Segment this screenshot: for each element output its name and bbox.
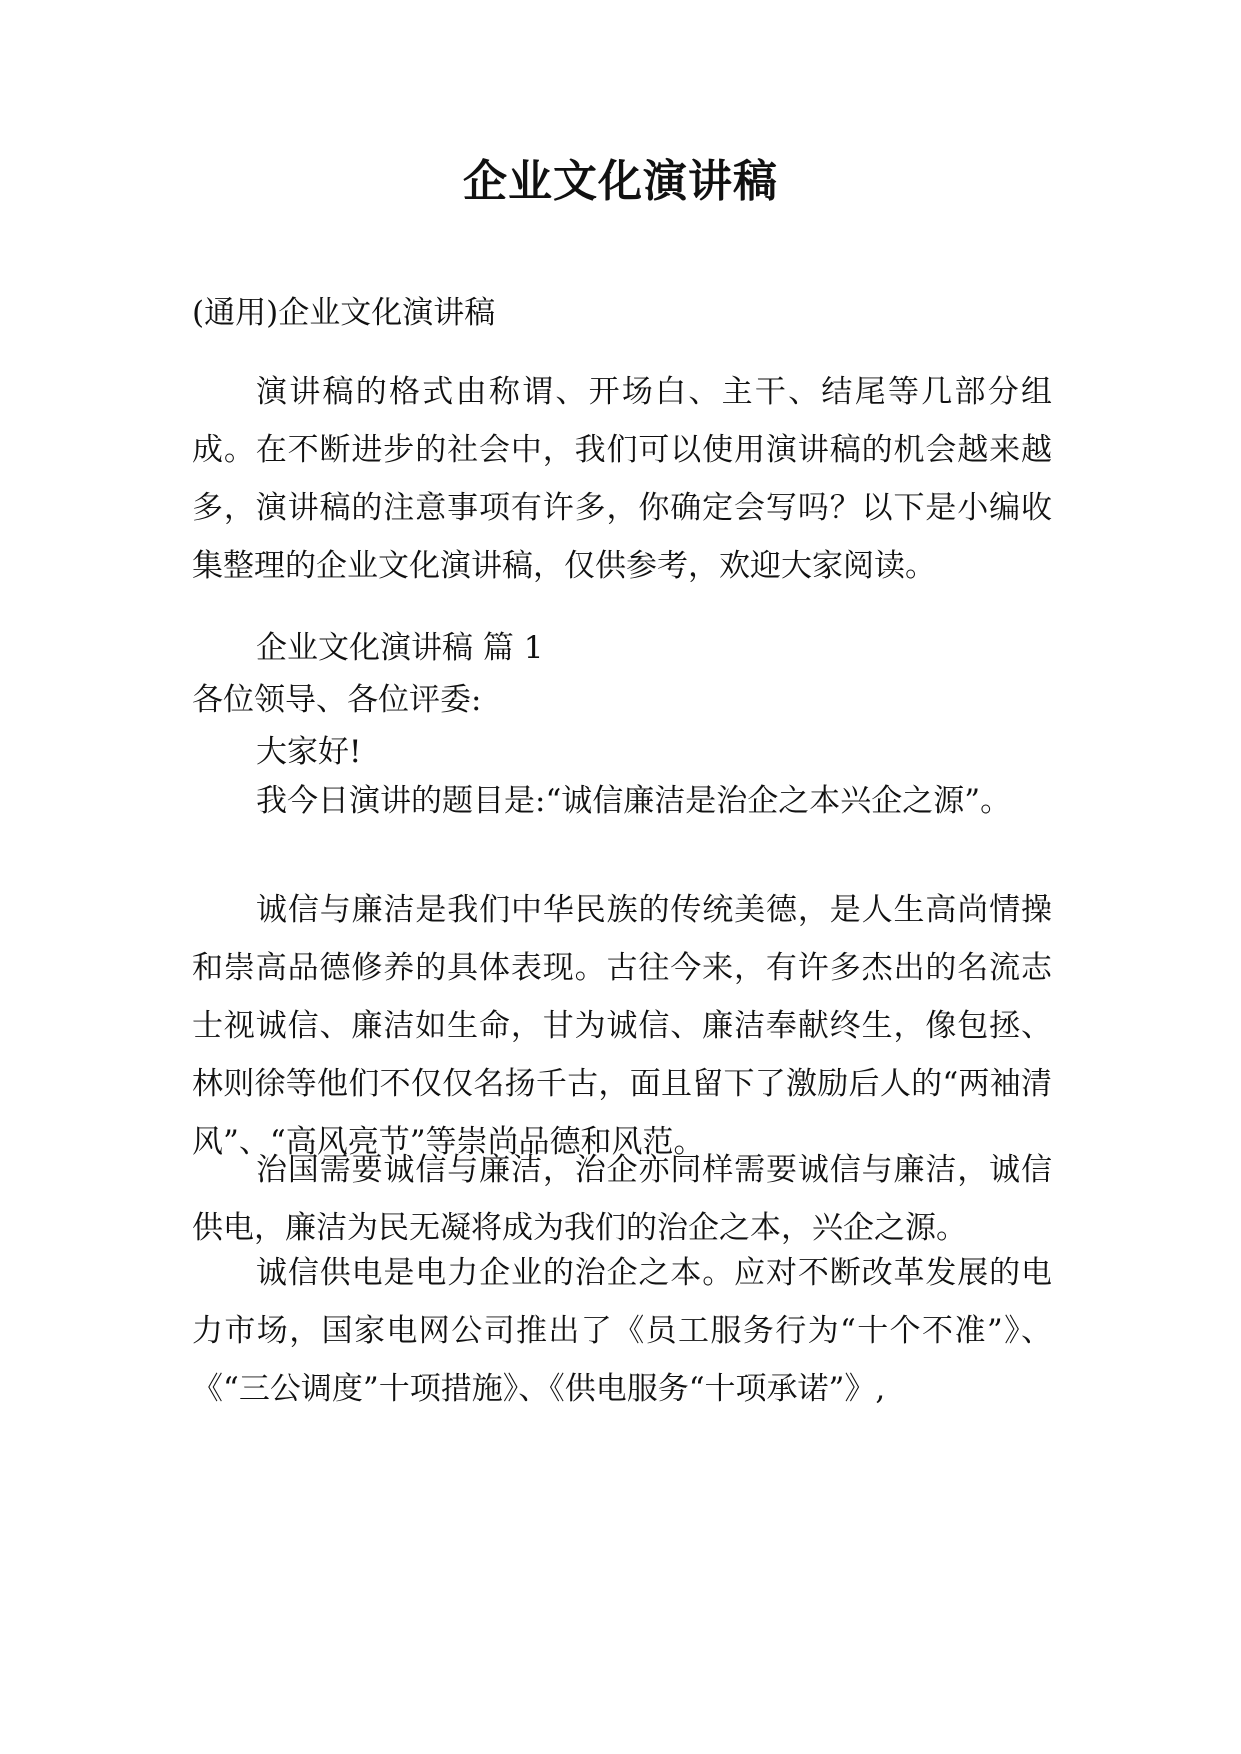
body-paragraph-governance: 治国需要诚信与廉洁，治企亦同样需要诚信与廉洁，诚信供电，廉洁为民无凝将成为我们的治企之本，兴企之源。: [192, 1152, 1052, 1246]
body-paragraph-topic: 我今日演讲的题目是:“诚信廉洁是治企之本兴企之源”。: [256, 783, 1012, 819]
document-subtitle: (通用)企业文化演讲稿: [192, 295, 496, 331]
document-title: 企业文化演讲稿: [463, 156, 778, 207]
intro-paragraph: 演讲稿的格式由称谓、开场白、主干、结尾等几部分组成。在不断进步的社会中，我们可以使用演讲稿的机会越来越多，演讲稿的注意事项有许多，你确定会写吗？以下是小编收集整理的企业文化演讲稿，仅供参考，欢迎大家阅读。: [192, 374, 1052, 584]
section-heading: 企业文化演讲稿 篇 1: [256, 630, 544, 666]
body-paragraph-power-supply: 诚信供电是电力企业的治企之本。应对不断改革发展的电力市场，国家电网公司推出了《员工服务行为“十个不准”》、《“三公调度”十项措施》、《供电服务“十项承诺”》,: [192, 1255, 1052, 1407]
greeting: 大家好!: [256, 734, 362, 770]
body-paragraph-virtues: 诚信与廉洁是我们中华民族的传统美德，是人生高尚情操和崇高品德修养的具体表现。古往今来，有许多杰出的名流志士视诚信、廉洁如生命，甘为诚信、廉洁奉献终生，像包拯、林则徐等他们不仅仅名扬千古，面且留下了激励后人的“两袖清风”、“高风亮节”等崇尚品德和风范。: [192, 892, 1052, 1160]
salutation: 各位领导、各位评委:: [192, 682, 482, 718]
